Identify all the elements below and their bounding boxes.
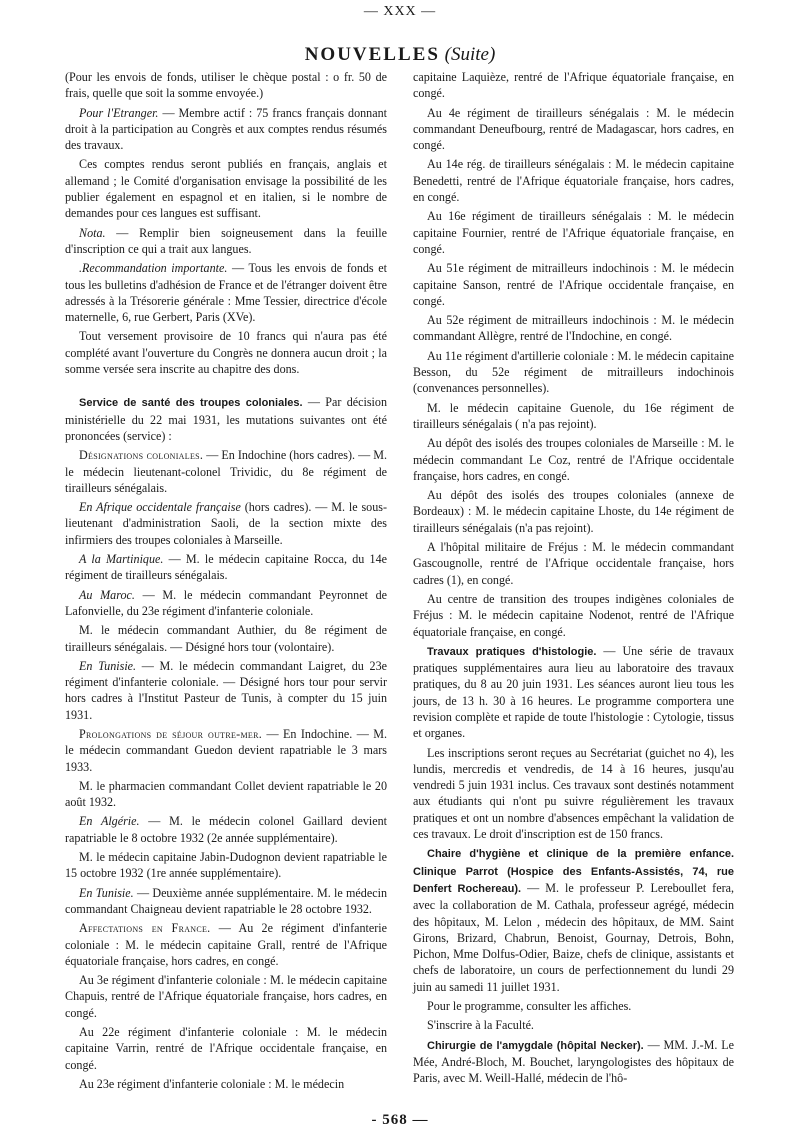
paragraph xyxy=(65,920,387,969)
paragraph-lead: Affectations en France. xyxy=(79,921,211,936)
paragraph-text: Au dépôt des isolés des troupes coloniales de Marseille : M. le médecin commandant Le Coz, rentré de l'Afrique occidentale française, hors cadres, en congé. xyxy=(413,436,734,483)
paragraph-text: Au 22e régiment d'infanterie coloniale : M. le médecin capitaine Varrin, rentré de l'Afrique occidentale française, en congé. xyxy=(65,1025,387,1072)
paragraph-text: — M. le médecin commandant Laigret, du 23e régiment d'infanterie coloniale. — Désigné hors tour pour servir hors cadres à l'Institut Pasteur de Tunis, à compter du 15 juin 1931. xyxy=(65,658,387,722)
left-column xyxy=(65,69,387,1095)
paragraph-text: — M. le médecin colonel Gaillard devient rapatriable le 8 octobre 1932 (2e année supplémentaire). xyxy=(65,814,387,845)
paragraph-lead: En Tunisie. xyxy=(79,658,137,673)
paragraph xyxy=(65,972,387,1021)
paragraph xyxy=(65,328,387,377)
section-title: NOUVELLES xyxy=(304,44,440,65)
paragraph xyxy=(65,447,387,496)
paragraph xyxy=(413,845,734,995)
paragraph xyxy=(65,156,387,221)
paragraph xyxy=(65,1024,387,1073)
paragraph-lead: A la Martinique. xyxy=(79,552,164,567)
paragraph xyxy=(65,1076,387,1092)
paragraph-lead: Travaux pratiques d'histologie. xyxy=(427,645,597,658)
paragraph-lead: En Tunisie. xyxy=(79,885,134,900)
right-column xyxy=(413,69,734,1090)
paragraph-text: — Membre actif : 75 francs français donnant droit à la participation au Congrès et aux comptes rendus résumés des travaux. xyxy=(65,105,388,153)
paragraph xyxy=(413,105,734,154)
paragraph-lead: .Recommandation importante. xyxy=(79,261,228,276)
paragraph-gap xyxy=(65,380,387,394)
paragraph xyxy=(65,813,387,846)
paragraph-text: — Tous les envois de fonds et tous les bulletins d'adhésion de France et de l'étranger doivent être adressés à la Trésorerie générale : Mme Tessier, directrice d'école maternelle, 6, rue Gerbert, Paris (XVe). xyxy=(65,261,387,325)
paragraph xyxy=(413,643,734,742)
paragraph-text: Au dépôt des isolés des troupes coloniales (annexe de Bordeaux) : M. le médecin capitaine Lhoste, du 14e régiment de tirailleurs sénégalais (n'a pas rejoint). xyxy=(413,488,734,535)
paragraph xyxy=(65,499,387,548)
paragraph xyxy=(65,849,387,882)
paragraph-text: S'inscrire à la Faculté. xyxy=(427,1018,534,1033)
paragraph-text: A l'hôpital militaire de Fréjus : M. le médecin commandant Gascougnolle, rentré de l'Afrique occidentale française, hors cadres (1), en congé. xyxy=(413,540,734,587)
paragraph-lead: En Afrique occidentale française xyxy=(79,500,241,515)
paragraph xyxy=(413,998,734,1014)
section-subtitle: (Suite) xyxy=(444,44,496,65)
paragraph xyxy=(65,225,387,258)
paragraph-text: Au 23e régiment d'infanterie coloniale : M. le médecin xyxy=(79,1076,345,1091)
paragraph-text: Au 16e régiment de tirailleurs sénégalais : M. le médecin capitaine Fournier, rentré de l'Afrique équatoriale française, en congé. xyxy=(413,209,734,256)
paragraph-text: — M. le médecin commandant Peyronnet de Lafonvielle, du 23e régiment d'infanterie coloniale. xyxy=(65,587,387,618)
paragraph-lead: Désignations coloniales. xyxy=(79,448,204,463)
paragraph xyxy=(65,260,387,325)
page-folio: — XXX — xyxy=(363,4,437,19)
paragraph xyxy=(413,312,734,345)
paragraph xyxy=(65,105,387,154)
paragraph-text: Au 14e rég. de tirailleurs sénégalais : M. le médecin capitaine Benedetti, rentré de l'Afrique équatoriale française, hors cadres, en congé. xyxy=(413,157,734,205)
paragraph-text: Tout versement provisoire de 10 francs qui n'aura pas été complété avant l'ouverture du Congrès ne donnera aucun droit ; la somme versée sera inscrite au chapitre des dons. xyxy=(65,329,387,377)
paragraph xyxy=(65,778,387,811)
paragraph xyxy=(413,487,734,536)
paragraph xyxy=(413,69,734,102)
paragraph xyxy=(413,156,734,205)
paragraph-lead: En Algérie. xyxy=(79,814,140,829)
paragraph-text: Ces comptes rendus seront publiés en français, anglais et allemand ; le Comité d'organisation envisage la possibilité de les publier également en espagnol et en italien, si le nombre de demandes pour ces langues est suffisant. xyxy=(65,157,387,221)
paragraph-text: — Deuxième année supplémentaire. M. le médecin commandant Chaigneau devient rapatriable le 28 octobre 1932. xyxy=(65,885,387,916)
paragraph xyxy=(65,622,387,655)
paragraph-lead: Au Maroc. xyxy=(79,587,135,602)
paragraph-text: Au centre de transition des troupes indigènes coloniales de Fréjus : M. le médecin capitaine Nodenot, rentré de l'Afrique équatoriale française, en congé. xyxy=(413,591,734,639)
paragraph xyxy=(65,394,387,444)
paragraph-lead: Chaire d'hygiène et clinique de la première enfance. Clinique Parrot (Hospice des Enfants-Assistés, 74, rue Denfert Rochereau). xyxy=(413,848,734,895)
paragraph-text: M. le médecin capitaine Guenole, du 16e régiment de tirailleurs sénégalais ( n'a pas rejoint). xyxy=(413,400,734,431)
paragraph xyxy=(413,208,734,257)
paragraph-text: — En Indochine (hors cadres). — M. le médecin lieutenant-colonel Trividic, du 8e régiment de tirailleurs sénégalais. xyxy=(65,448,387,495)
paragraph-text: — M. le médecin capitaine Rocca, du 14e régiment de tirailleurs sénégalais. xyxy=(65,552,387,583)
paragraph xyxy=(65,726,387,775)
paragraph-lead: Prolongations de séjour outre-mer. xyxy=(79,726,263,741)
paragraph xyxy=(65,551,387,584)
paragraph-text: M. le médecin commandant Authier, du 8e régiment de tirailleurs sénégalais. — Désigné hors tour (volontaire). xyxy=(65,623,387,654)
paragraph xyxy=(413,539,734,588)
paragraph-text: (hors cadres). — M. le sous-lieutenant d'administration Saoli, de la section mixte des infirmiers des troupes coloniales à Marseille. xyxy=(65,500,388,547)
paragraph-text: Au 11e régiment d'artillerie coloniale : M. le médecin capitaine Besson, du 52e régiment de mitrailleurs indochinois (convenances personnelles). xyxy=(413,348,734,396)
paragraph-text: Au 4e régiment de tirailleurs sénégalais : M. le médecin commandant Deneufbourg, rentré de Madagascar, hors cadres, en congé. xyxy=(413,105,734,153)
paragraph-text: Au 51e régiment de mitrailleurs indochinois : M. le médecin capitaine Sanson, rentré de l'Afrique occidentale française, en congé. xyxy=(413,261,734,308)
paragraph-text: — M. le professeur P. Lereboullet fera, avec la collaboration de M. Cathala, professeur agrégé, médecin des hôpitaux, M. Lelon , médecin des hôpitaux, de MM. Saint Girons, Brizard, Chabrun, Benoist, Gournay, Detrois, Bohn, Pichon, Mme Dolfus-Odier, Baize, chefs de clinique, assistants et chefs de laboratoire, un cours de perfectionnement du lundi 29 juin au samedi 11 juillet 1931. xyxy=(413,880,734,994)
paragraph-text: — Remplir bien soigneusement dans la feuille d'inscription ce qui a trait aux langues. xyxy=(65,225,387,256)
paragraph xyxy=(413,400,734,433)
paragraph-text: Au 52e régiment de mitrailleurs indochinois : M. le médecin commandant Allègre, rentré de l'Indochine, en congé. xyxy=(413,313,734,344)
paragraph-lead: Chirurgie de l'amygdale (hôpital Necker). xyxy=(427,1039,644,1052)
paragraph-text: — Par décision ministérielle du 22 mai 1931, les mutations suivantes ont été prononcées (service) : xyxy=(65,395,387,443)
paragraph xyxy=(413,260,734,309)
paragraph-text: Les inscriptions seront reçues au Secrétariat (guichet no 4), les lundis, mercredis et vendredis, de 14 à 16 heures, jusqu'au vendredi 5 juin 1931 inclus. Ces travaux sont destinés notamment aux étudiants qui n'ont pu suivre régulièrement les travaux pratiques et ont un nombre d'absences empêchant la validation de ces travaux. Le droit d'inscription est de 150 francs. xyxy=(413,745,734,842)
page-number: - 568 — xyxy=(371,1112,429,1128)
paragraph-text: capitaine Laquièze, rentré de l'Afrique équatoriale française, en congé. xyxy=(413,70,734,101)
paragraph-text: — En Indochine. — M. le médecin commandant Guedon devient rapatriable le 3 mars 1933. xyxy=(65,726,387,774)
paragraph xyxy=(65,69,387,102)
paragraph-lead: Service de santé des troupes coloniales. xyxy=(79,397,303,410)
paragraph xyxy=(65,885,387,918)
paragraph xyxy=(65,658,387,723)
paragraph xyxy=(65,587,387,620)
paragraph-text: Pour le programme, consulter les affiches. xyxy=(427,999,632,1014)
paragraph-text: M. le médecin capitaine Jabin-Dudognon devient rapatriable le 15 octobre 1932 (1re année supplémentaire). xyxy=(65,850,387,881)
paragraph-text: — MM. J.-M. Le Mée, André-Bloch, M. Bouchet, laryngologistes des hôpitaux de Paris, avec M. Weill-Hallé, médecin de l'hô- xyxy=(413,1037,734,1086)
paragraph-lead: Nota. xyxy=(79,225,106,240)
paragraph xyxy=(413,348,734,397)
paragraph xyxy=(413,591,734,640)
paragraph-text: Au 3e régiment d'infanterie coloniale : M. le médecin capitaine Chapuis, rentré de l'Afrique équatoriale française, hors cadres, en congé. xyxy=(65,973,387,1020)
paragraph-text: — Une série de travaux pratiques supplémentaires aura lieu au laboratoire des travaux pratiques, du 8 au 20 juin 1931. Les séances auront lieu tous les jours, de 13 h. 30 à 16 heures. Le programme comportera une revision complète et rapide de toute l'histologie : Cytologie, tissus et organes. xyxy=(413,643,734,741)
paragraph-text: (Pour les envois de fonds, utiliser le chèque postal : o fr. 50 de frais, quelle que soit la somme envoyée.) xyxy=(65,70,387,101)
paragraph xyxy=(413,1037,734,1087)
paragraph xyxy=(413,1017,734,1033)
paragraph xyxy=(413,435,734,484)
paragraph-text: — Au 2e régiment d'infanterie coloniale : M. le médecin capitaine Grall, rentré de l'Afrique équatoriale française, hors cadres, en congé. xyxy=(65,921,388,968)
paragraph-lead: Pour l'Etranger. xyxy=(79,105,159,120)
paragraph xyxy=(413,745,734,843)
paragraph-text: M. le pharmacien commandant Collet devient rapatriable le 20 août 1932. xyxy=(65,778,387,810)
page-title xyxy=(0,44,800,66)
